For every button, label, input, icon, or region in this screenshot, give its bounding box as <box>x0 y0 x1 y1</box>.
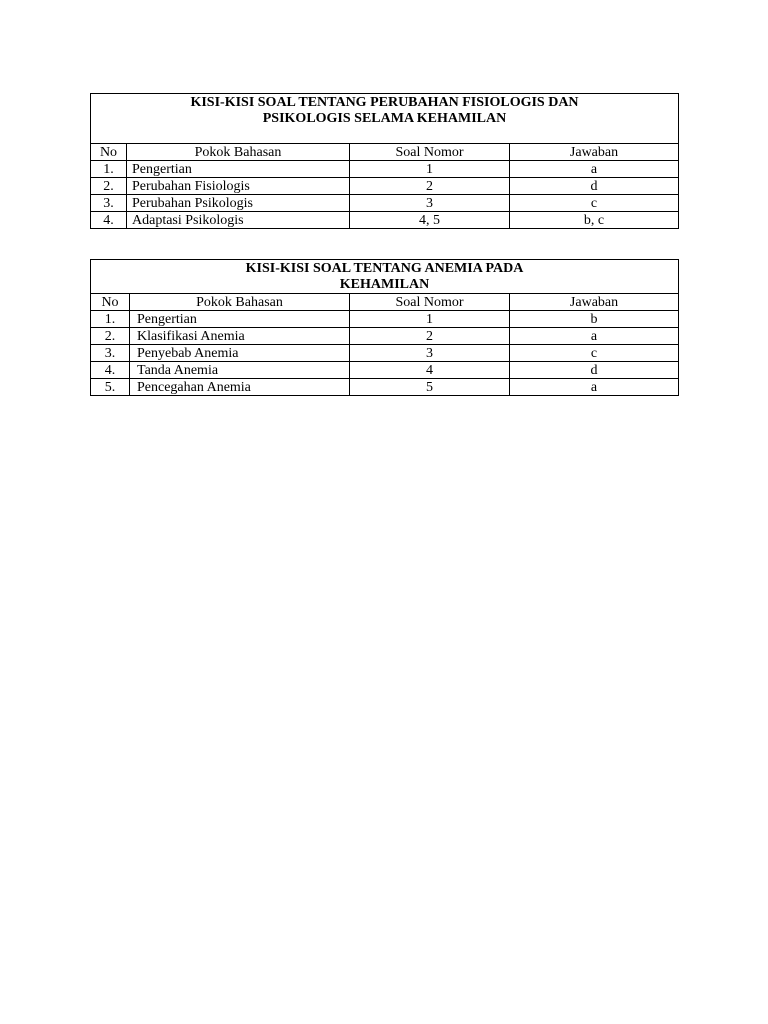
cell-no: 2. <box>91 328 130 345</box>
cell-jawaban: c <box>510 195 679 212</box>
cell-jawaban: d <box>510 362 679 379</box>
header-soal-nomor: Soal Nomor <box>350 144 510 161</box>
table-title-line: KEHAMILAN <box>339 277 430 292</box>
cell-soal-nomor: 5 <box>350 379 510 396</box>
header-soal-nomor: Soal Nomor <box>350 294 510 311</box>
cell-jawaban: a <box>510 161 679 178</box>
table-header-row <box>91 294 679 311</box>
kisi-kisi-table-fisiologis-psikologis <box>90 93 679 229</box>
table-title <box>91 260 679 294</box>
table-row <box>91 311 679 328</box>
cell-pokok-bahasan: Pengertian <box>130 311 350 328</box>
header-no: No <box>91 144 127 161</box>
cell-soal-nomor: 2 <box>350 178 510 195</box>
cell-jawaban: d <box>510 178 679 195</box>
cell-jawaban: a <box>510 379 679 396</box>
cell-no: 4. <box>91 362 130 379</box>
table-row <box>91 328 679 345</box>
header-pokok-bahasan: Pokok Bahasan <box>127 144 350 161</box>
header-pokok-bahasan: Pokok Bahasan <box>130 294 350 311</box>
cell-jawaban: b, c <box>510 212 679 229</box>
cell-no: 3. <box>91 195 127 212</box>
cell-pokok-bahasan: Adaptasi Psikologis <box>127 212 350 229</box>
table-title-row <box>91 94 679 144</box>
cell-no: 1. <box>91 311 130 328</box>
cell-no: 4. <box>91 212 127 229</box>
cell-soal-nomor: 1 <box>350 311 510 328</box>
cell-pokok-bahasan: Perubahan Psikologis <box>127 195 350 212</box>
table-title <box>91 94 679 144</box>
table-header-row <box>91 144 679 161</box>
kisi-kisi-table-anemia <box>90 259 679 396</box>
cell-jawaban: b <box>510 311 679 328</box>
table-title-row <box>91 260 679 294</box>
table-title-line: PSIKOLOGIS SELAMA KEHAMILAN <box>262 111 507 126</box>
cell-no: 2. <box>91 178 127 195</box>
cell-pokok-bahasan: Penyebab Anemia <box>130 345 350 362</box>
cell-soal-nomor: 3 <box>350 195 510 212</box>
cell-jawaban: a <box>510 328 679 345</box>
cell-soal-nomor: 4 <box>350 362 510 379</box>
cell-soal-nomor: 4, 5 <box>350 212 510 229</box>
table-row <box>91 178 679 195</box>
cell-soal-nomor: 2 <box>350 328 510 345</box>
header-jawaban: Jawaban <box>510 294 679 311</box>
cell-no: 1. <box>91 161 127 178</box>
table-row <box>91 161 679 178</box>
cell-soal-nomor: 1 <box>350 161 510 178</box>
cell-jawaban: c <box>510 345 679 362</box>
header-no: No <box>91 294 130 311</box>
cell-no: 5. <box>91 379 130 396</box>
cell-pokok-bahasan: Klasifikasi Anemia <box>130 328 350 345</box>
table-row <box>91 195 679 212</box>
cell-pokok-bahasan: Perubahan Fisiologis <box>127 178 350 195</box>
table-row <box>91 212 679 229</box>
cell-soal-nomor: 3 <box>350 345 510 362</box>
table-row <box>91 379 679 396</box>
cell-no: 3. <box>91 345 130 362</box>
cell-pokok-bahasan: Pencegahan Anemia <box>130 379 350 396</box>
table-row <box>91 345 679 362</box>
table-row <box>91 362 679 379</box>
cell-pokok-bahasan: Tanda Anemia <box>130 362 350 379</box>
cell-pokok-bahasan: Pengertian <box>127 161 350 178</box>
header-jawaban: Jawaban <box>510 144 679 161</box>
table-title-line: KISI-KISI SOAL TENTANG ANEMIA PADA <box>245 261 524 276</box>
table-title-line: KISI-KISI SOAL TENTANG PERUBAHAN FISIOLOGIS DAN <box>190 95 579 110</box>
